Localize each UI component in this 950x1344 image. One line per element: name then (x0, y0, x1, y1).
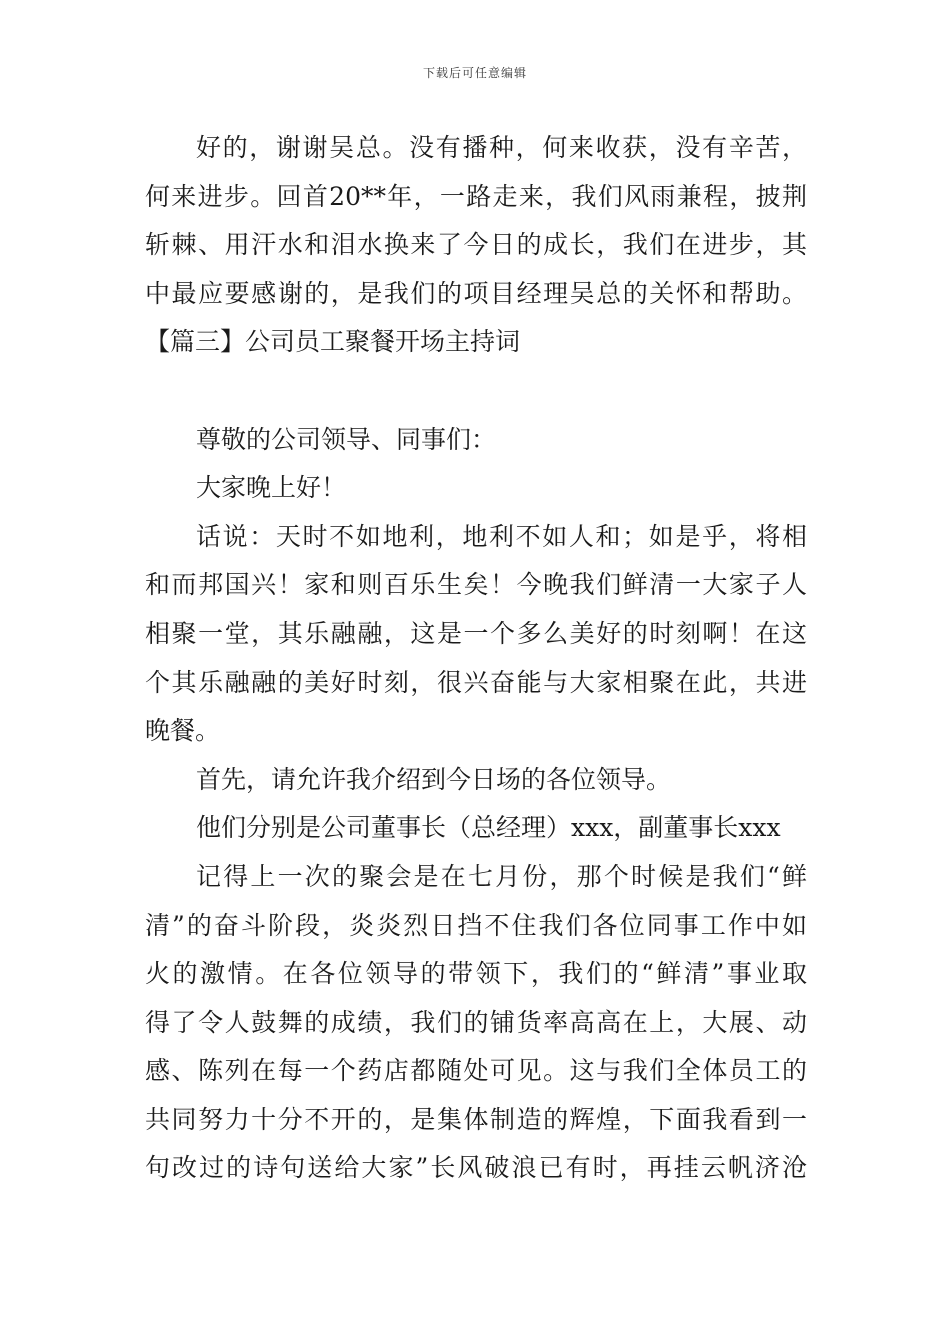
paragraph-line: 他们分别是公司董事长（总经理）xxx，副董事长xxx (196, 813, 781, 843)
paragraph-line: 火的激情。在各位领导的带领下，我们的“鲜清”事业取 (145, 959, 807, 989)
paragraph-line: 何来进步。回首20**年，一路走来，我们风雨兼程，披荆 (145, 181, 807, 211)
paragraph-line: 斩棘、用汗水和泪水换来了今日的成长，我们在进步，其 (145, 230, 807, 260)
paragraph-line: 得了令人鼓舞的成绩，我们的铺货率高高在上，大展、动 (145, 1007, 807, 1037)
paragraph-line: 相聚一堂，其乐融融，这是一个多么美好的时刻啊！在这 (145, 618, 807, 648)
paragraph-line: 中最应要感谢的，是我们的项目经理吴总的关怀和帮助。 (145, 278, 807, 308)
blank-line (145, 367, 807, 416)
greeting-line: 尊敬的公司领导、同事们： (196, 424, 497, 454)
paragraph-line: 话说：天时不如地利，地利不如人和；如是乎，将相 (196, 521, 807, 551)
paragraph-line: 共同努力十分不开的，是集体制造的辉煌，下面我看到一 (145, 1104, 807, 1134)
page-header-note: 下载后可任意编辑 (422, 66, 527, 80)
paragraph-line: 和而邦国兴！家和则百乐生矣！今晚我们鲜清一大家子人 (145, 570, 807, 600)
hello-line: 大家晚上好！ (196, 473, 347, 503)
document-body (145, 124, 807, 1193)
paragraph-line: 感、陈列在每一个药店都随处可见。这与我们全体员工的 (145, 1056, 807, 1086)
paragraph-line: 首先，请允许我介绍到今日场的各位领导。 (196, 764, 672, 794)
paragraph-line: 个其乐融融的美好时刻，很兴奋能与大家相聚在此，共进 (145, 667, 807, 697)
paragraph-line: 句改过的诗句送给大家”长风破浪已有时，再挂云帆济沧 (145, 1153, 807, 1183)
paragraph-line: 晚餐。 (145, 716, 221, 746)
paragraph-line: 好的，谢谢吴总。没有播种，何来收获，没有辛苦， (196, 133, 807, 162)
paragraph-line: 清”的奋斗阶段，炎炎烈日挡不住我们各位同事工作中如 (145, 910, 807, 940)
section-title: 【篇三】公司员工聚餐开场主持词 (145, 327, 521, 357)
paragraph-line: 记得上一次的聚会是在七月份，那个时候是我们“鲜 (196, 861, 807, 891)
